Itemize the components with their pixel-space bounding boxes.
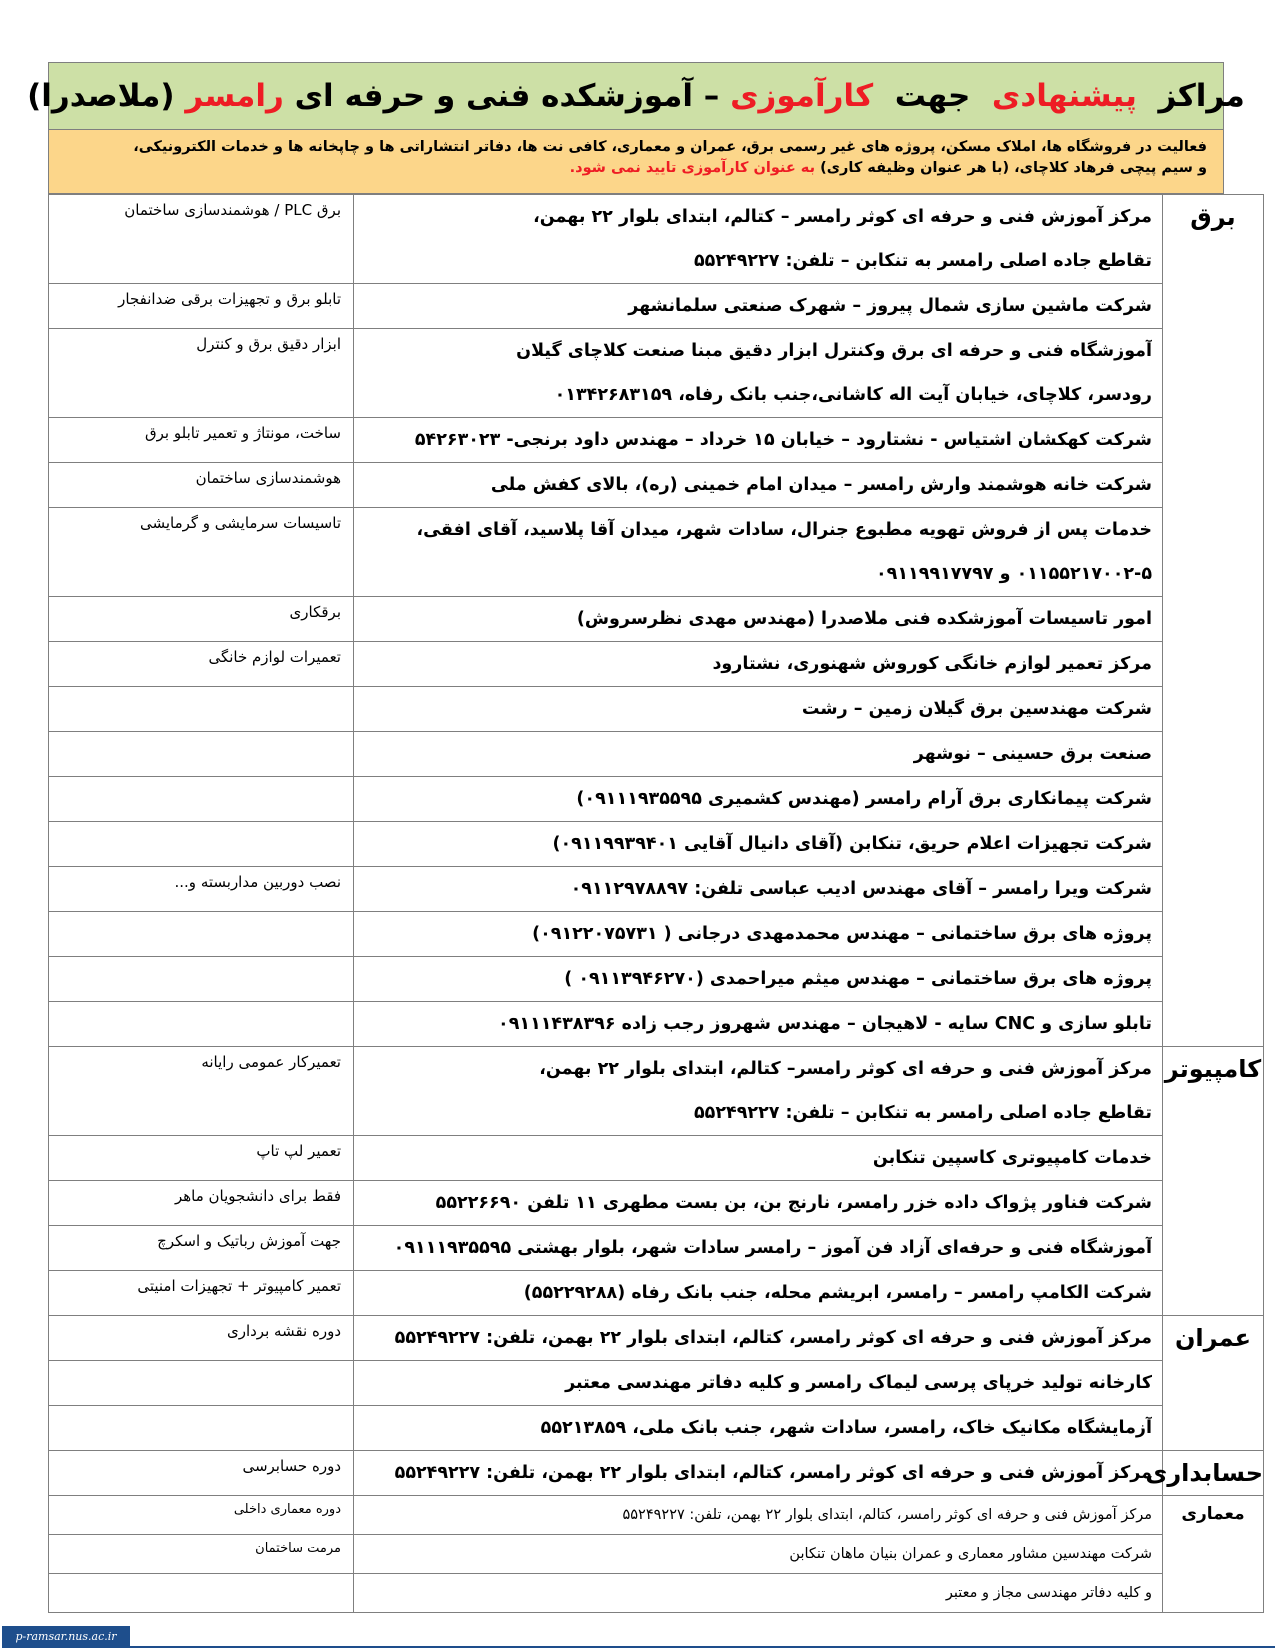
table-row <box>49 1451 1264 1496</box>
category-cell: کامپیوتر <box>1163 1047 1264 1316</box>
table-row <box>49 777 1264 822</box>
note-cell: مرمت ساختمان <box>49 1535 354 1574</box>
organization-line: مرکز آموزش فنی و حرفه ای کوثر رامسر، کتالم، ابتدای بلوار ۲۲ بهمن، تلفن: ۵۵۲۴۹۲۲۷ <box>394 1463 1152 1483</box>
table-row <box>49 329 1264 418</box>
table-row <box>49 508 1264 597</box>
title-part-4: کارآموزی <box>730 78 874 114</box>
organization-line: شرکت کهکشان اشتیاس - نشتارود – خیابان ۱۵ خرداد – مهندس داود برنجی- ۵۴۲۶۳۰۲۳ <box>414 430 1152 450</box>
organization-cell <box>354 1361 1163 1406</box>
organization-line: کارخانه تولید خرپای پرسی لیماک رامسر و کلیه دفاتر مهندسی معتبر <box>565 1373 1152 1393</box>
organization-cell <box>354 418 1163 463</box>
table-row <box>49 957 1264 1002</box>
title-part-1: مراکز <box>1158 78 1245 114</box>
organization-cell <box>354 957 1163 1002</box>
note-cell <box>49 1406 354 1451</box>
organization-line: شرکت خانه هوشمند وارش رامسر – میدان امام خمینی (ره)، بالای کفش ملی <box>490 475 1152 495</box>
table-row <box>49 1316 1264 1361</box>
category-cell: معماری <box>1163 1496 1264 1613</box>
organization-cell <box>354 642 1163 687</box>
organization-line: آموزشگاه فنی و حرفه ای برق وکنترل ابزار دقیق مبنا صنعت کلاچای گیلان <box>516 341 1152 361</box>
title-part-7: (ملاصدرا) <box>27 78 175 114</box>
table-row <box>49 284 1264 329</box>
organization-cell <box>354 687 1163 732</box>
table-row <box>49 687 1264 732</box>
organization-line: شرکت الکامپ رامسر – رامسر، ابریشم محله، جنب بانک رفاه (۵۵۲۲۹۲۸۸) <box>523 1283 1152 1303</box>
table-row <box>49 867 1264 912</box>
organization-cell <box>354 463 1163 508</box>
table-row <box>49 1181 1264 1226</box>
note-cell: برق PLC / هوشمندسازی ساختمان <box>49 195 354 284</box>
organization-cell <box>354 508 1163 597</box>
title-part-2: پیشنهادی <box>991 78 1137 114</box>
note-cell: تعمیرکار عمومی رایانه <box>49 1047 354 1136</box>
footer-divider <box>130 1646 1275 1648</box>
organization-line: شرکت ویرا رامسر – آقای مهندس ادیب عباسی تلفن: ۰۹۱۱۲۹۷۸۸۹۷ <box>570 879 1152 899</box>
organization-line: شرکت مهندسین برق گیلان زمین – رشت <box>801 699 1152 719</box>
organization-cell <box>354 822 1163 867</box>
page-title <box>27 62 1245 130</box>
note-cell <box>49 1002 354 1047</box>
note-cell <box>49 957 354 1002</box>
organization-cell <box>354 1181 1163 1226</box>
table-row <box>49 418 1264 463</box>
organization-cell <box>354 1406 1163 1451</box>
organization-line: و کلیه دفاتر مهندسی مجاز و معتبر <box>945 1585 1152 1601</box>
table-row <box>49 1271 1264 1316</box>
organization-line: مرکز آموزش فنی و حرفه ای کوثر رامسر– کتالم، ابتدای بلوار ۲۲ بهمن، <box>539 1059 1152 1079</box>
table-row <box>49 1535 1264 1574</box>
table-row <box>49 1047 1264 1136</box>
internship-table <box>48 194 1264 1613</box>
note-cell: دوره حسابرسی <box>49 1451 354 1496</box>
table-row <box>49 1406 1264 1451</box>
table-row <box>49 195 1264 284</box>
organization-line: پروژه های برق ساختمانی – مهندس میثم میراحمدی (۰۹۱۱۳۹۴۶۲۷۰ ) <box>564 969 1152 989</box>
note-cell <box>49 1361 354 1406</box>
note-cell <box>49 822 354 867</box>
organization-line: شرکت مهندسین مشاور معماری و عمران بنیان ماهان تنکابن <box>789 1546 1152 1562</box>
organization-line: مرکز تعمیر لوازم خانگی کوروش شهنوری، نشتارود <box>712 654 1152 674</box>
organization-line: ۰۱۱۵۵۲۱۷۰۰۲-۵ و ۰۹۱۱۹۹۱۷۷۹۷ <box>875 564 1152 584</box>
organization-line: پروژه های برق ساختمانی – مهندس محمدمهدی درجانی ( ۰۹۱۲۲۰۷۵۷۳۱) <box>532 924 1152 944</box>
organization-line: صنعت برق حسینی – نوشهر <box>913 744 1152 764</box>
organization-line: شرکت ماشین سازی شمال پیروز – شهرک صنعتی سلمانشهر <box>628 296 1152 316</box>
organization-line: رودسر، کلاچای، خیابان آیت اله کاشانی،جنب بانک رفاه، ۰۱۳۴۲۶۸۳۱۵۹ <box>554 385 1152 405</box>
table-row <box>49 912 1264 957</box>
organization-cell <box>354 1226 1163 1271</box>
table-row <box>49 822 1264 867</box>
title-part-6: رامسر <box>185 78 284 114</box>
note-cell <box>49 687 354 732</box>
organization-line: تقاطع جاده اصلی رامسر به تنکابن – تلفن: ۵۵۲۴۹۲۲۷ <box>694 251 1152 271</box>
organization-line: خدمات کامپیوتری کاسپین تنکابن <box>872 1148 1152 1168</box>
organization-line: امور تاسیسات آموزشکده فنی ملاصدرا (مهندس مهدی نظرسروش) <box>576 609 1152 629</box>
notice-line-2-red: به عنوان کارآموزی تایید نمی شود. <box>569 160 816 176</box>
note-cell: تعمیر کامپیوتر + تجهیزات امنیتی <box>49 1271 354 1316</box>
site-logo <box>2 1626 130 1648</box>
organization-cell <box>354 777 1163 822</box>
table-row <box>49 463 1264 508</box>
organization-cell <box>354 597 1163 642</box>
internship-table-body <box>49 195 1264 1613</box>
organization-line: آموزشگاه فنی و حرفه‌ای آزاد فن آموز – رامسر سادات شهر، بلوار بهشتی ۰۹۱۱۱۹۳۵۵۹۵ <box>393 1238 1152 1258</box>
table-row <box>49 1361 1264 1406</box>
note-cell: هوشمندسازی ساختمان <box>49 463 354 508</box>
note-cell: جهت آموزش رباتیک و اسکرچ <box>49 1226 354 1271</box>
organization-cell <box>354 1271 1163 1316</box>
organization-cell <box>354 867 1163 912</box>
document-sheet <box>27 62 1263 1613</box>
table-row <box>49 1002 1264 1047</box>
table-row <box>49 1574 1264 1613</box>
table-row <box>49 1136 1264 1181</box>
organization-cell <box>354 1496 1163 1535</box>
note-cell <box>49 732 354 777</box>
organization-line: شرکت فناور پژواک داده خزر رامسر، نارنج بن، بن بست مطهری ۱۱ تلفن ۵۵۲۲۶۶۹۰ <box>435 1193 1152 1213</box>
note-cell: تعمیرات لوازم خانگی <box>49 642 354 687</box>
note-cell: دوره نقشه برداری <box>49 1316 354 1361</box>
organization-cell <box>354 284 1163 329</box>
note-cell: تعمیر لپ تاپ <box>49 1136 354 1181</box>
note-cell: برقکاری <box>49 597 354 642</box>
category-cell: عمران <box>1163 1316 1264 1451</box>
organization-cell <box>354 1002 1163 1047</box>
table-row <box>49 1226 1264 1271</box>
organization-cell <box>354 1136 1163 1181</box>
organization-line: تقاطع جاده اصلی رامسر به تنکابن – تلفن: ۵۵۲۴۹۲۲۷ <box>694 1103 1152 1123</box>
note-cell <box>49 777 354 822</box>
organization-line: تابلو سازی و CNC سایه - لاهیجان – مهندس شهروز رجب زاده ۰۹۱۱۱۴۳۸۳۹۶ <box>498 1014 1152 1034</box>
notice-line-2-black: و سیم پیچی فرهاد کلاچای، (با هر عنوان وظیفه کاری) <box>820 160 1207 176</box>
note-cell: تابلو برق و تجهیزات برقی ضدانفجار <box>49 284 354 329</box>
organization-cell <box>354 329 1163 418</box>
organization-cell <box>354 1316 1163 1361</box>
note-cell: ساخت، مونتاژ و تعمیر تابلو برق <box>49 418 354 463</box>
note-cell: فقط برای دانشجویان ماهر <box>49 1181 354 1226</box>
notice-line-2 <box>65 158 1207 179</box>
table-row <box>49 732 1264 777</box>
organization-cell <box>354 732 1163 777</box>
title-part-3: جهت <box>894 78 971 114</box>
organization-cell <box>354 1451 1163 1496</box>
note-cell <box>49 912 354 957</box>
organization-cell <box>354 1574 1163 1613</box>
category-cell: حسابداری <box>1163 1451 1264 1496</box>
notice-box <box>48 130 1224 194</box>
organization-line: خدمات پس از فروش تهویه مطبوع جنرال، سادات شهر، میدان آقا پلاسید، آقای افقی، <box>416 520 1152 540</box>
organization-line: شرکت پیمانکاری برق آرام رامسر (مهندس کشمیری ۰۹۱۱۱۹۳۵۵۹۵) <box>576 789 1152 809</box>
note-cell: نصب دوربین مداربسته و... <box>49 867 354 912</box>
organization-cell <box>354 1047 1163 1136</box>
note-cell: دوره معماری داخلی <box>49 1496 354 1535</box>
organization-cell <box>354 912 1163 957</box>
table-row <box>49 1496 1264 1535</box>
organization-line: آزمایشگاه مکانیک خاک، رامسر، سادات شهر، جنب بانک ملی، ۵۵۲۱۳۸۵۹ <box>540 1418 1152 1438</box>
note-cell: تاسیسات سرمایشی و گرمایشی <box>49 508 354 597</box>
table-row <box>49 642 1264 687</box>
note-cell: ابزار دقیق برق و کنترل <box>49 329 354 418</box>
notice-line-1: فعالیت در فروشگاه ها، املاک مسکن، پروژه های غیر رسمی برق، عمران و معماری، کافی نت ها، دفاتر انتشاراتی ها و چاپخانه ها و خدمات الکترونیکی، <box>133 139 1207 155</box>
organization-line: مرکز آموزش فنی و حرفه ای کوثر رامسر – کتالم، ابتدای بلوار ۲۲ بهمن، <box>533 207 1152 227</box>
organization-line: شرکت تجهیزات اعلام حریق، تنکابن (آقای دانیال آقایی ۰۹۱۱۹۹۳۹۴۰۱) <box>552 834 1152 854</box>
note-cell <box>49 1574 354 1613</box>
site-logo-text: p-ramsar.nus.ac.ir <box>15 1630 117 1643</box>
organization-cell <box>354 1535 1163 1574</box>
organization-cell <box>354 195 1163 284</box>
organization-line: مرکز آموزش فنی و حرفه ای کوثر رامسر، کتالم، ابتدای بلوار ۲۲ بهمن، تلفن: ۵۵۲۴۹۲۲۷ <box>622 1507 1152 1523</box>
category-cell: برق <box>1163 195 1264 1047</box>
organization-line: مرکز آموزش فنی و حرفه ای کوثر رامسر، کتالم، ابتدای بلوار ۲۲ بهمن، تلفن: ۵۵۲۴۹۲۲۷ <box>394 1328 1152 1348</box>
table-row <box>49 597 1264 642</box>
title-part-5: – آموزشکده فنی و حرفه ای <box>294 78 720 114</box>
